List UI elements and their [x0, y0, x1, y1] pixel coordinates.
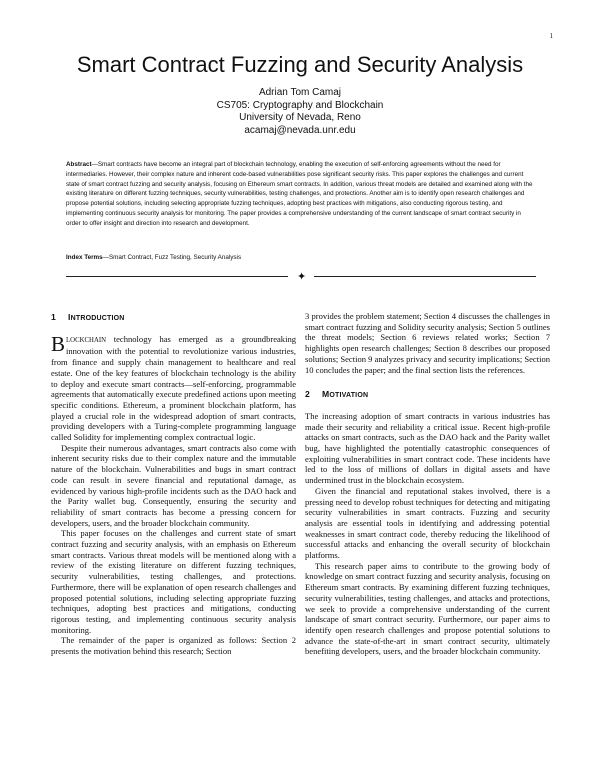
- motivation-paragraph-3: This research paper aims to contribute to the growing body of knowledge on smart contract fuzzing and security analysis, focusing on Ethereum smart contracts. By examining different fuzzing techniques, security vulnerabilities, testing challenges, and attacks and protections, we seek to provide a comprehensive understanding of the current landscape of smart contract security. Furthermore, our paper aims to identify open research challenges and propose potential solutions to advance the state-of-the-art in smart contract security, ultimately benefiting developers, users, and the broader blockchain community.: [305, 560, 550, 657]
- abstract-label: Abstract: [66, 161, 92, 168]
- section-separator: [66, 272, 536, 282]
- left-column: [51, 312, 296, 657]
- motivation-paragraph-1: The increasing adoption of smart contracts in various industries has made their security and reliability a critical issue. Recent high-profile attacks on smart contracts, such as the DAO hack and the Parity wallet bug, have highlighted the potentially catastrophic consequences of exploiting vulnerabilities in smart contract code. These incidents have led to the loss of millions of dollars in digital assets and have undermined trust in the blockchain ecosystem.: [305, 410, 550, 486]
- separator-line-left: [66, 276, 288, 277]
- motivation-paragraph-2: Given the financial and reputational stakes involved, there is a pressing need to develop robust techniques for detecting and mitigating security vulnerabilities in smart contracts. Fuzzing and security analysis are essential tools in identifying and addressing potential weaknesses in smart contract code, thereby reducing the likelihood of successful attacks and enhancing the overall security of blockchain platforms.: [305, 485, 550, 561]
- page-number: 1: [549, 32, 553, 40]
- section-number: 1: [51, 312, 56, 322]
- intro-paragraph-2: Despite their numerous advantages, smart contracts also come with inherent security risks due to their complex nature and the immutable nature of the blockchain. Vulnerabilities and bugs in smart contract code can result in severe financial and reputational damage, as evidenced by various high-profile incidents such as the DAO hack and the Parity wallet bug. Consequently, ensuring the security and reliability of smart contracts has become a pressing concern for developers, users, and the broader blockchain community.: [51, 442, 296, 528]
- index-terms-text: —Smart Contract, Fuzz Testing, Security Analysis: [102, 254, 242, 261]
- intro-paragraph-4: The remainder of the paper is organized as follows: Section 2 presents the motivation behind this research; Section: [51, 635, 296, 657]
- abstract: [66, 160, 536, 229]
- section-first-letter: I: [68, 312, 71, 322]
- drop-cap: B: [51, 331, 66, 356]
- section-heading-introduction: [51, 312, 296, 325]
- author-course: CS705: Cryptography and Blockchain: [216, 99, 384, 111]
- intro-paragraph-4-continued: 3 provides the problem statement; Section 4 discusses the challenges in smart contract fuzzing and Solidity security analysis; Section 5 outlines the threat models; Section 6 reviews related works; Section 7 highlights open research challenges; Section 8 describes our proposed solutions; Section 9 analyzes privacy and security implications; Section 10 concludes the paper; and the final section lists the references.: [305, 311, 550, 375]
- author-email: acamaj@nevada.unr.edu: [244, 124, 356, 136]
- drop-cap-smallcaps: LOCKCHAIN: [66, 336, 107, 344]
- separator-diamond-icon: ✦: [297, 271, 307, 283]
- abstract-text: —Smart contracts have become an integral part of blockchain technology, enabling the execution of self-enforcing agreements without the need for intermediaries. However, their complex nature and inherent code-based vulnerabilities pose significant security risks. This paper explores the challenges and current state of smart contract fuzzing and security analysis, focusing on Ethereum smart contracts. In addition, various threat models are detailed and examined along with the existing literature on different fuzzing techniques, security vulnerabilities, testing challenges, and protections. Another aim is to identify open research challenges and propose potential solutions, including selecting appropriate fuzzing techniques, adopting best practices with mitigations, also conducting rigorous testing, and implementing continuous security analysis for monitoring. The paper provides a comprehensive understanding of the current landscape of smart contract security in order to offer insight and direction into research and development.: [66, 161, 533, 227]
- paper-title: Smart Contract Fuzzing and Security Analysis: [76, 52, 524, 77]
- intro-paragraph-1: [51, 331, 296, 443]
- section-number: 2: [305, 389, 310, 400]
- intro-paragraph-1-text: technology has emerged as a groundbreaking innovation with the potential to revolutionize various industries, from finance and supply chain management to healthcare and real estate. One of the key features of blockchain technology is the ability to deploy and execute smart contracts—self-enforcing, programmable agreements that automatically execute predefined actions upon meeting specific conditions. Ethereum, a prominent blockchain platform, has played a crucial role in the widespread adoption of smart contracts, providing developers with a Turing-complete programming language called Solidity for implementing complex contractual logic.: [51, 333, 296, 443]
- index-terms-label: Index Terms: [66, 254, 103, 261]
- section-heading-motivation: [305, 389, 550, 402]
- separator-line-right: [314, 276, 536, 277]
- author-affiliation: University of Nevada, Reno: [239, 112, 361, 123]
- section-title-rest: NTRODUCTION: [70, 315, 125, 322]
- index-terms: [66, 254, 536, 261]
- intro-paragraph-3: This paper focuses on the challenges and current state of smart contract fuzzing and security analysis, with an emphasis on Ethereum smart contracts. Various threat models will be mentioned along with a review of the existing literature on different fuzzing techniques, security vulnerabilities, testing challenges, and protections. Furthermore, there will be explanation of open research challenges and proposed potential solutions, including selecting appropriate fuzzing techniques, adopting best practices and mitigations, conducting rigorous testing, and implementing continuous security analysis monitoring.: [51, 528, 296, 635]
- section-title-rest: OTIVATION: [329, 392, 369, 400]
- section-first-letter: M: [322, 389, 330, 400]
- right-column: [305, 311, 550, 657]
- author-name: Adrian Tom Camaj: [258, 87, 342, 98]
- author-block: [0, 87, 600, 137]
